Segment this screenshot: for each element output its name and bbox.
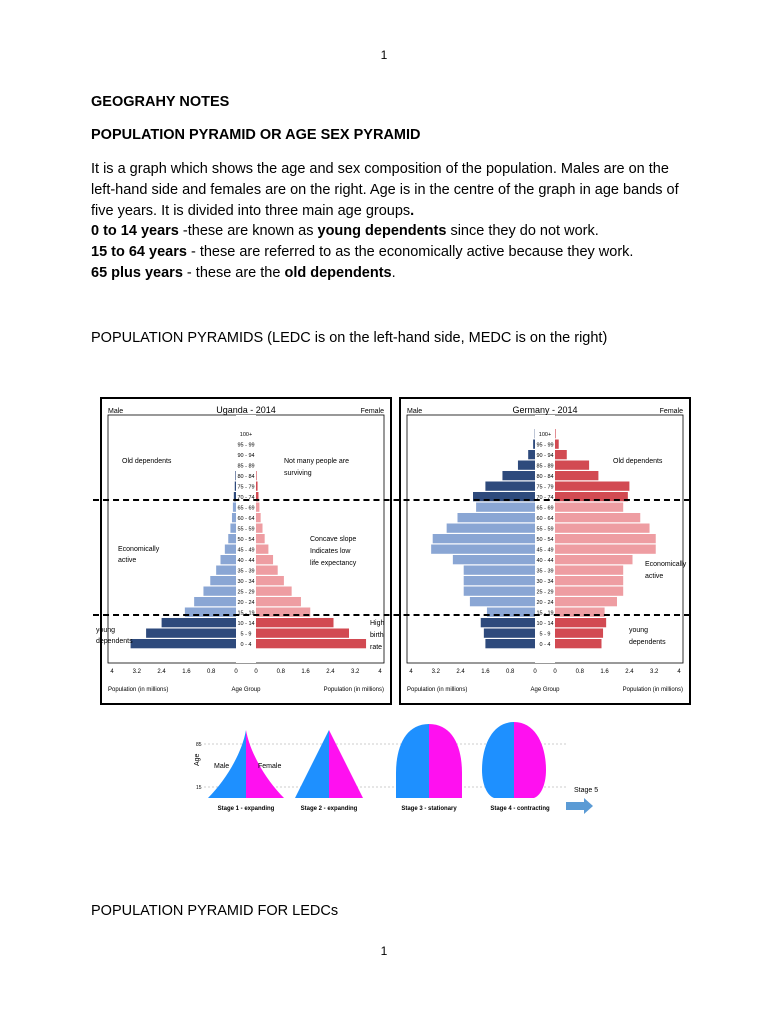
- germany-bar-male-9: [447, 524, 535, 533]
- intro-text: [91, 159, 691, 221]
- pyramids-heading: POPULATION PYRAMIDS (LEDC is on the left-hand side, MEDC is on the right): [91, 330, 608, 346]
- germany-bar-male-16: [470, 597, 535, 606]
- germany-bar-female-5: [555, 482, 629, 491]
- uganda-annotation-9: birth: [370, 632, 384, 639]
- uganda-xlabel-left: Population (in millions): [108, 687, 169, 693]
- uganda-age-label-6: 70 - 74: [237, 495, 255, 501]
- uganda-age-label-11: 45 - 49: [237, 547, 255, 554]
- stage2-label: Stage 2 - expanding: [300, 806, 358, 812]
- uganda-bar-male-15: [203, 587, 236, 596]
- uganda-bar-female-13: [256, 566, 278, 575]
- stage4-male-shape: [482, 722, 514, 798]
- uganda-annotation-1: Not many people are: [284, 458, 349, 465]
- stage4-label: Stage 4 - contracting: [490, 806, 550, 812]
- germany-x-tick-3: 1.6: [481, 669, 490, 675]
- intro-paragraph: [91, 159, 691, 284]
- uganda-bar-male-9: [230, 524, 236, 533]
- uganda-bar-female-4: [256, 471, 257, 480]
- germany-annotation-2: active: [645, 573, 664, 580]
- uganda-age-label-5: 75 - 79: [237, 484, 255, 491]
- uganda-bar-male-5: [235, 482, 236, 491]
- stage4-female-shape: [514, 722, 546, 798]
- germany-bar-male-18: [481, 618, 535, 627]
- old-mid: - these are the: [182, 264, 285, 281]
- uganda-annotation-4: active: [118, 557, 137, 564]
- uganda-x-tick-7: 0.8: [276, 669, 285, 675]
- uganda-male-label: Male: [108, 408, 124, 415]
- germany-age-label-11: 45 - 49: [536, 547, 554, 554]
- uganda-xlabel-center: Age Group: [231, 687, 261, 693]
- germany-age-label-7: 65 - 69: [536, 505, 554, 512]
- germany-bar-male-15: [464, 587, 535, 596]
- uganda-bar-female-5: [256, 482, 258, 491]
- uganda-title: Uganda - 2014: [216, 405, 276, 415]
- page-number-bottom: 1: [380, 944, 388, 958]
- germany-x-tick-9: 2.4: [625, 669, 634, 675]
- uganda-age-label-2: 90 - 94: [237, 453, 255, 459]
- old-range: 65 plus years: [91, 264, 183, 281]
- uganda-x-tick-3: 1.6: [182, 669, 191, 675]
- uganda-age-label-19: 5 - 9: [240, 631, 252, 638]
- uganda-age-label-16: 20 - 24: [237, 600, 255, 606]
- uganda-bar-female-10: [256, 534, 265, 543]
- uganda-age-label-4: 80 - 84: [237, 474, 255, 480]
- germany-age-label-13: 35 - 39: [536, 568, 554, 575]
- germany-x-tick-10: 3.2: [650, 669, 659, 675]
- uganda-age-label-7: 65 - 69: [237, 505, 255, 512]
- stage5-label: Stage 5: [574, 787, 599, 794]
- uganda-x-tick-2: 2.4: [157, 669, 166, 675]
- stage-tick-bottom: 15: [196, 785, 202, 791]
- germany-bar-male-14: [464, 576, 535, 585]
- boundary-15-dashed-line: [93, 614, 690, 616]
- germany-annotation-1: Economically: [645, 561, 687, 568]
- stage2-male-shape: [295, 730, 329, 798]
- germany-x-tick-6: 0: [553, 669, 557, 675]
- uganda-bar-male-19: [146, 629, 236, 638]
- uganda-age-label-20: 0 - 4: [240, 642, 252, 648]
- germany-bar-male-11: [431, 545, 535, 554]
- demographic-stages-diagram: [196, 718, 616, 822]
- uganda-bar-female-18: [256, 618, 334, 627]
- germany-x-tick-4: 0.8: [506, 669, 515, 675]
- germany-age-label-17: 15 - 19: [536, 610, 554, 617]
- germany-bar-male-3: [518, 461, 535, 470]
- uganda-annotation-6: Indicates low: [310, 548, 351, 555]
- germany-x-tick-7: 0.8: [575, 669, 584, 675]
- uganda-xlabel-right: Population (in millions): [323, 687, 384, 693]
- uganda-x-tick-5: 0: [234, 669, 238, 675]
- germany-bar-male-2: [528, 450, 535, 459]
- uganda-x-tick-6: 0: [254, 669, 258, 675]
- uganda-annotation-11: young: [96, 627, 116, 634]
- stage-tick-top: 85: [196, 742, 202, 748]
- uganda-bar-female-19: [256, 629, 349, 638]
- germany-x-tick-1: 3.2: [431, 669, 440, 675]
- germany-title: Germany - 2014: [512, 405, 578, 415]
- uganda-bar-male-20: [131, 639, 236, 648]
- germany-xlabel-right: Population (in millions): [622, 687, 683, 693]
- uganda-annotation-0: Old dependents: [122, 458, 172, 465]
- uganda-age-label-8: 60 - 64: [237, 516, 255, 522]
- germany-bar-male-5: [485, 482, 535, 491]
- germany-age-label-12: 40 - 44: [536, 558, 554, 564]
- uganda-bar-female-9: [256, 524, 263, 533]
- germany-bar-male-19: [484, 629, 535, 638]
- uganda-bar-female-15: [256, 587, 292, 596]
- uganda-annotation-10: rate: [370, 644, 383, 651]
- germany-age-label-10: 50 - 54: [536, 537, 554, 543]
- stage-axis-label: Age: [194, 753, 201, 766]
- germany-x-tick-2: 2.4: [456, 669, 465, 675]
- germany-bar-female-14: [555, 576, 623, 585]
- germany-xlabel-center: Age Group: [530, 687, 560, 693]
- germany-bar-female-20: [555, 639, 602, 648]
- germany-bar-male-13: [464, 566, 535, 575]
- uganda-female-label: Female: [360, 408, 384, 415]
- uganda-annotation-2: surviving: [284, 470, 312, 477]
- germany-bar-female-19: [555, 629, 603, 638]
- germany-bar-female-1: [555, 440, 559, 449]
- uganda-annotation-8: High: [370, 620, 385, 627]
- uganda-age-label-3: 85 - 89: [237, 463, 255, 470]
- germany-age-label-8: 60 - 64: [536, 516, 554, 522]
- intro-period: .: [410, 202, 415, 219]
- germany-bar-male-10: [433, 534, 535, 543]
- germany-annotation-4: dependents: [629, 639, 666, 646]
- germany-age-label-9: 55 - 59: [536, 526, 554, 533]
- germany-pyramid-chart: [401, 399, 689, 703]
- uganda-age-label-9: 55 - 59: [237, 526, 255, 533]
- germany-age-label-20: 0 - 4: [539, 642, 551, 648]
- germany-bar-male-7: [476, 503, 535, 512]
- young-mid: -these are known as: [178, 223, 318, 240]
- germany-bar-male-1: [533, 440, 535, 449]
- age-group-active: [91, 242, 691, 263]
- germany-xlabel-left: Population (in millions): [407, 687, 468, 693]
- germany-bar-female-10: [555, 534, 656, 543]
- uganda-bar-male-16: [194, 597, 236, 606]
- uganda-bar-female-14: [256, 576, 284, 585]
- germany-bar-female-7: [555, 503, 623, 512]
- germany-age-label-19: 5 - 9: [539, 631, 551, 638]
- uganda-annotation-3: Economically: [118, 546, 160, 553]
- uganda-bar-male-10: [228, 534, 236, 543]
- germany-annotation-3: young: [629, 627, 649, 634]
- uganda-bar-male-13: [216, 566, 236, 575]
- germany-bar-female-2: [555, 450, 567, 459]
- uganda-x-tick-1: 3.2: [132, 669, 141, 675]
- germany-bar-female-4: [555, 471, 598, 480]
- intro-sentence: It is a graph which shows the age and sex composition of the population. Males are on the left-hand side and females are on the right. Age is in the centre of the graph in age bands of five years. It is divided into three main age groups: [91, 161, 679, 219]
- stage2-female-shape: [329, 730, 363, 798]
- page-number-top: 1: [380, 48, 388, 62]
- uganda-bar-female-7: [256, 503, 259, 512]
- active-end: - these are referred to as the economically active because they work.: [186, 244, 634, 261]
- germany-bar-female-18: [555, 618, 606, 627]
- old-term: old dependents: [284, 264, 392, 281]
- uganda-bar-female-20: [256, 639, 366, 648]
- uganda-age-label-17: 15 - 19: [237, 610, 255, 617]
- uganda-bar-male-12: [221, 555, 237, 564]
- stage3-female-shape: [429, 724, 462, 798]
- stage1-label: Stage 1 - expanding: [217, 806, 275, 812]
- uganda-x-tick-0: 4: [110, 669, 114, 675]
- uganda-age-label-12: 40 - 44: [237, 558, 255, 564]
- document-title: GEOGRAHY NOTES: [91, 94, 230, 110]
- germany-x-tick-8: 1.6: [600, 669, 609, 675]
- uganda-bar-male-4: [235, 471, 236, 480]
- uganda-bar-female-8: [256, 513, 261, 522]
- uganda-age-label-1: 95 - 99: [237, 442, 255, 449]
- uganda-age-label-18: 10 - 14: [237, 621, 255, 627]
- germany-bar-female-15: [555, 587, 623, 596]
- young-end: since they do not work.: [446, 223, 599, 240]
- germany-age-label-5: 75 - 79: [536, 484, 554, 491]
- old-end: .: [391, 264, 396, 281]
- uganda-age-label-13: 35 - 39: [237, 568, 255, 575]
- uganda-annotation-5: Concave slope: [310, 536, 357, 543]
- uganda-bar-male-14: [210, 576, 236, 585]
- germany-bar-female-13: [555, 566, 623, 575]
- uganda-bar-female-16: [256, 597, 301, 606]
- stage-male-label: Male: [214, 763, 230, 770]
- germany-bar-female-11: [555, 545, 656, 554]
- germany-age-label-3: 85 - 89: [536, 463, 554, 470]
- uganda-bar-male-11: [225, 545, 236, 554]
- germany-bar-female-16: [555, 597, 617, 606]
- uganda-bar-female-12: [256, 555, 273, 564]
- germany-age-label-6: 70 - 74: [536, 495, 554, 501]
- germany-bar-male-12: [453, 555, 535, 564]
- stage3-male-shape: [396, 724, 429, 798]
- germany-age-label-1: 95 - 99: [536, 442, 554, 449]
- uganda-x-tick-4: 0.8: [207, 669, 216, 675]
- stage5-arrow-icon: [566, 798, 593, 814]
- germany-female-label: Female: [659, 408, 683, 415]
- uganda-x-tick-8: 1.6: [301, 669, 310, 675]
- germany-age-label-15: 25 - 29: [536, 589, 554, 596]
- germany-age-label-2: 90 - 94: [536, 453, 554, 459]
- uganda-age-label-10: 50 - 54: [237, 537, 255, 543]
- uganda-bar-male-7: [233, 503, 236, 512]
- boundary-65-dashed-line: [93, 499, 690, 501]
- uganda-age-label-0: 100+: [239, 432, 253, 438]
- germany-male-label: Male: [407, 408, 423, 415]
- germany-age-label-4: 80 - 84: [536, 474, 554, 480]
- germany-x-tick-11: 4: [677, 669, 681, 675]
- germany-pyramid-panel: [399, 397, 691, 705]
- germany-bar-female-0: [555, 429, 556, 438]
- ledc-heading: POPULATION PYRAMID FOR LEDCs: [91, 903, 339, 919]
- germany-x-tick-0: 4: [409, 669, 413, 675]
- germany-bar-female-8: [555, 513, 640, 522]
- stage3-label: Stage 3 - stationary: [401, 806, 457, 812]
- uganda-pyramid-chart: [96, 399, 390, 703]
- uganda-age-label-15: 25 - 29: [237, 589, 255, 596]
- uganda-x-tick-9: 2.4: [326, 669, 335, 675]
- uganda-bar-male-8: [232, 513, 236, 522]
- germany-x-tick-5: 0: [533, 669, 537, 675]
- germany-age-label-18: 10 - 14: [536, 621, 554, 627]
- uganda-age-label-14: 30 - 34: [237, 579, 255, 585]
- active-range: 15 to 64 years: [91, 244, 187, 261]
- young-range: 0 to 14 years: [91, 223, 179, 240]
- germany-bar-female-12: [555, 555, 633, 564]
- germany-age-label-0: 100+: [538, 432, 552, 438]
- uganda-x-tick-11: 4: [378, 669, 382, 675]
- young-term: young dependents: [317, 223, 447, 240]
- section-heading: POPULATION PYRAMID OR AGE SEX PYRAMID: [91, 127, 421, 143]
- uganda-x-tick-10: 3.2: [351, 669, 360, 675]
- age-group-old: [91, 263, 691, 284]
- germany-bar-male-20: [485, 639, 535, 648]
- germany-bar-female-9: [555, 524, 650, 533]
- uganda-pyramid-panel: [96, 397, 392, 705]
- germany-bar-male-8: [458, 513, 536, 522]
- uganda-annotation-7: life expectancy: [310, 560, 357, 567]
- germany-age-label-16: 20 - 24: [536, 600, 554, 606]
- age-group-young: [91, 221, 691, 242]
- germany-annotation-0: Old dependents: [613, 458, 663, 465]
- germany-age-label-14: 30 - 34: [536, 579, 554, 585]
- stages-svg: [196, 718, 616, 822]
- uganda-bar-male-18: [162, 618, 236, 627]
- germany-bar-female-3: [555, 461, 589, 470]
- uganda-bar-female-11: [256, 545, 268, 554]
- germany-bar-male-4: [502, 471, 535, 480]
- uganda-annotation-12: dependents: [96, 638, 133, 645]
- stage-female-label: Female: [258, 763, 282, 770]
